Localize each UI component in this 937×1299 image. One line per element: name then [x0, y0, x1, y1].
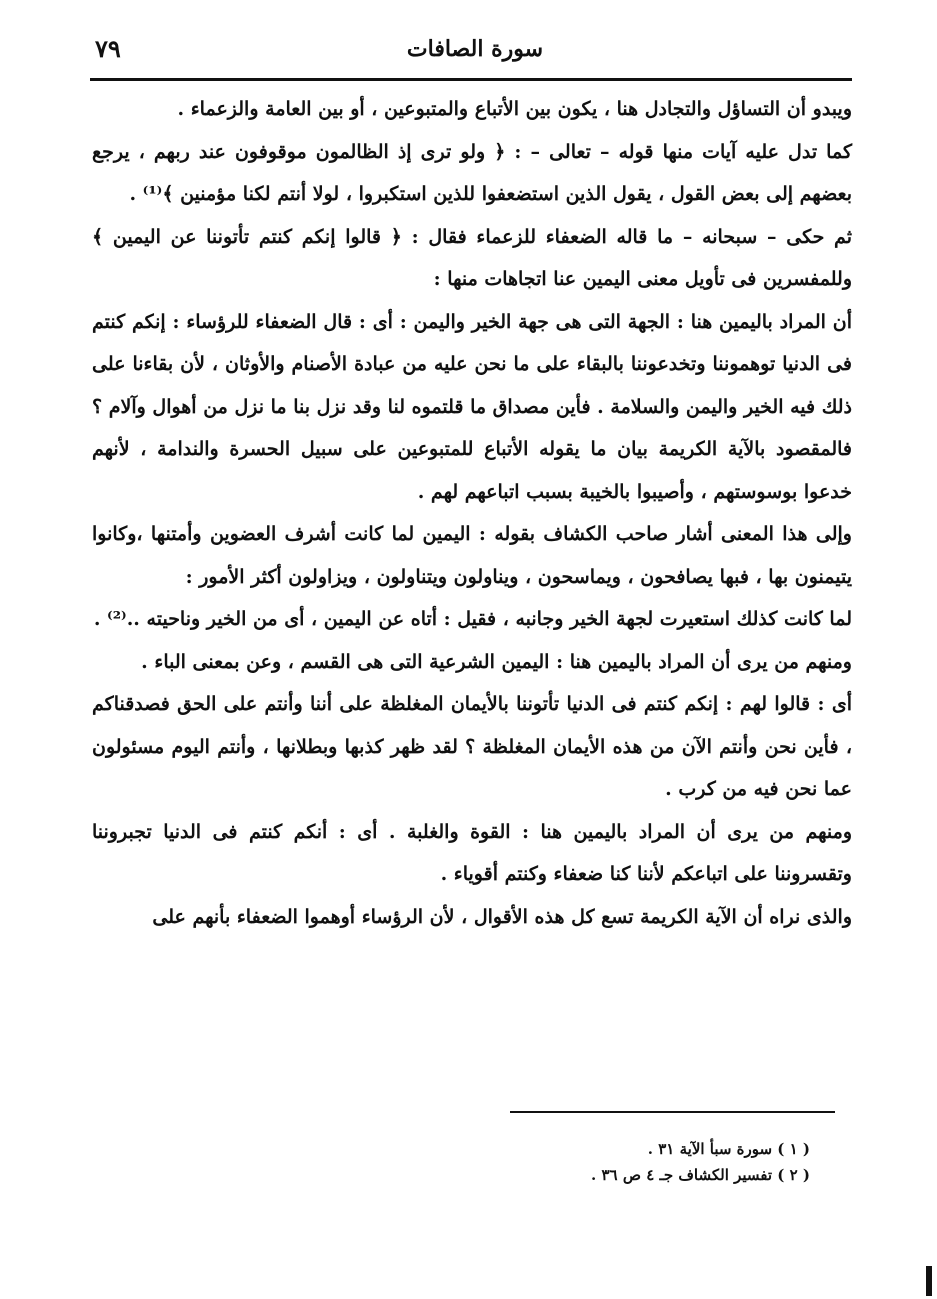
footnote-1: ( ١ ) سورة سبأ الآية ٣١ . [647, 1140, 810, 1158]
header-divider [90, 78, 852, 81]
paragraph: أن المراد باليمين هنا : الجهة التى هى جهة الخير واليمن : أى : قال الضعفاء للرؤساء : إنكم كنتم فى الدنيا توهموننا وتخدعوننا بالبقاء على ما نحن عليه من عبادة الأصنام والأوثان ، لأن بقاءنا على ذلك فيه الخير واليمن والسلامة . فأين مصداق ما قلتموه لنا وقد نزل بنا ما نزل من أهوال وآلام ؟ [92, 310, 852, 418]
paragraph: فالمقصود بالآية الكريمة بيان ما يقوله الأتباع للمتبوعين على سبيل الحسرة والندامة ، لأنهم خدعوا بوسوستهم ، وأصيبوا بالخيبة بسبب اتباعهم لهم . [92, 438, 852, 503]
main-text [92, 88, 852, 938]
page-number: ٧٩ [95, 34, 121, 63]
page-header [95, 30, 855, 74]
scan-edge-mark [926, 1266, 932, 1296]
paragraph: ثم حكى – سبحانه – ما قاله الضعفاء للزعماء فقال : ﴿ قالوا إنكم كنتم تأتوننا عن اليمين ﴾ وللمفسرين فى تأويل معنى اليمين عنا اتجاهات منها : [92, 225, 852, 290]
paragraph: كما تدل عليه آيات منها قوله – تعالى – : ﴿ ولو ترى إذ الظالمون موقوفون عند ربهم ، يرجع بعضهم إلى بعض القول ، يقول الذين استضعفوا للذين استكبروا ، لولا أنتم لكنا مؤمنين ﴾⁽¹⁾ . [92, 140, 852, 205]
paragraph: وإلى هذا المعنى أشار صاحب الكشاف بقوله : اليمين لما كانت أشرف العضوين وأمتنها ،وكانوا يتيمنون بها ، فبها يصافحون ، ويماسحون ، ويناولون ويتناولون ، ويزاولون أكثر الأمور : [92, 523, 852, 588]
paragraph: والذى نراه أن الآية الكريمة تسع كل هذه الأقوال ، لأن الرؤساء أوهموا الضعفاء بأنهم على [152, 905, 852, 928]
paragraph: أى : قالوا لهم : إنكم كنتم فى الدنيا تأتوننا بالأيمان المغلظة على أننا وأنتم على الحق فصدقناكم ، فأين نحن وأنتم الآن من هذه الأيمان المغلظة ؟ لقد ظهر كذبها وبطلانها ، وأنتم اليوم مسئولون عما نحن فيه من كرب . [92, 693, 852, 800]
paragraph: ويبدو أن التساؤل والتجادل هنا ، يكون بين الأتباع والمتبوعين ، أو بين العامة والزعماء . [177, 98, 852, 120]
footnote-2: ( ٢ ) تفسير الكشاف جـ ٤ ص ٣٦ . [591, 1166, 810, 1184]
footnote-divider [510, 1111, 835, 1113]
paragraph: لما كانت كذلك استعيرت لجهة الخير وجانبه ، فقيل : أتاه عن اليمين ، أى من الخير وناحيته ..⁽²⁾ . [93, 608, 852, 630]
paragraph: ومنهم من يرى أن المراد باليمين هنا : اليمين الشرعية التى هى القسم ، وعن بمعنى الباء . [141, 650, 852, 673]
paragraph: ومنهم من يرى أن المراد باليمين هنا : القوة والغلبة . أى : أنكم كنتم فى الدنيا تجبروننا وتقسروننا على اتباعكم لأننا كنا ضعفاء وكنتم أقوياء . [92, 820, 852, 885]
surah-title: سورة الصافات [406, 36, 544, 62]
footnotes [500, 1136, 810, 1188]
